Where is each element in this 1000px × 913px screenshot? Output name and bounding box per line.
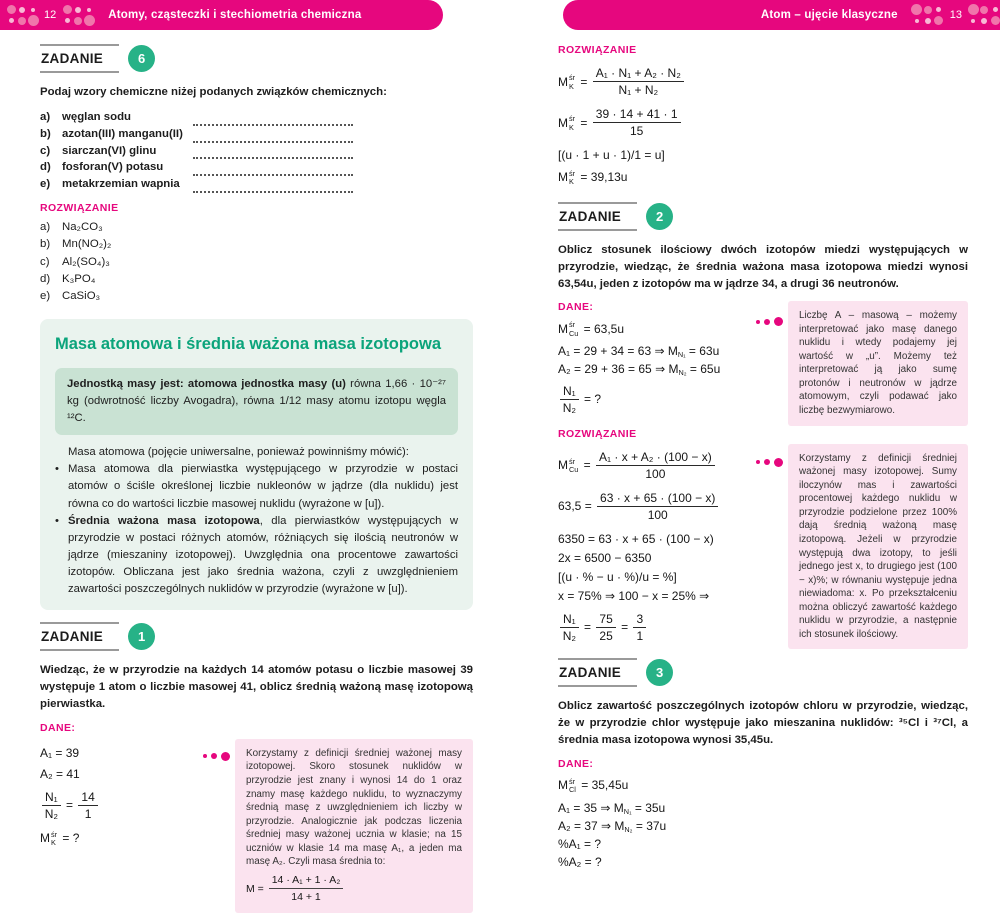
list-item: [40, 143, 473, 160]
formula: A₂ = 29 + 36 = 65 ⇒ M N₂ = 65u: [558, 361, 721, 378]
answer-blank-line: [193, 146, 353, 159]
list-item: [40, 271, 473, 288]
definition-lead: Jednostką masy jest: atomowa jednostka masy (u): [67, 377, 346, 390]
list-item: [40, 288, 473, 305]
item-letter: d): [40, 161, 51, 174]
formula: M śr Cl = 35,45u: [558, 776, 629, 795]
item-letter: a): [40, 220, 51, 233]
item-name: siarczan(VI) glinu: [62, 144, 157, 157]
solution1-lines: [558, 66, 968, 186]
given-values: [558, 301, 756, 423]
item-letter: d): [40, 272, 51, 285]
page-number-left: 12: [44, 9, 57, 21]
page-header-left: [0, 0, 443, 30]
formula: A₁ = 35 ⇒ M N₁ = 35u: [558, 800, 666, 817]
item-letter: b): [40, 127, 51, 140]
list-item: [40, 236, 473, 253]
task2-solution-row: [558, 426, 968, 652]
definition-box: [55, 368, 458, 435]
task3-header: [558, 658, 968, 687]
task-number-badge: 6: [128, 45, 155, 72]
task3-given: [558, 777, 968, 869]
list-item: [40, 176, 473, 193]
given-values: [40, 739, 203, 854]
task1-header: [40, 622, 473, 651]
chemical-formula: Na₂CO₃: [62, 220, 103, 233]
task2-given-row: [558, 301, 968, 426]
task6-header: [40, 44, 473, 73]
formula: A₁ = 39: [40, 745, 80, 760]
list-item: [40, 109, 473, 126]
formula: M = $\frac{\text{14 · A₁ + 1 · A₂}}{14 + 1}$: [246, 873, 462, 905]
task-number-badge: 1: [128, 623, 155, 650]
solution-label: ROZWIĄZANIE: [558, 44, 637, 56]
list-item: [40, 219, 473, 236]
task-label: ZADANIE: [558, 202, 637, 231]
hint-box: [788, 444, 968, 650]
theory-bullet: [55, 513, 458, 599]
task2-prompt: Oblicz stosunek ilościowy dwóch izotopów miedzi występujących w przyrodzie, wiedząc, że średnia ważona masa izotopowa miedzi wynosi 63,54u, jeden z izotopów ma w jądrze 34, a drugi 36 neutronów.: [558, 243, 968, 290]
task6-fill-list: [40, 109, 473, 193]
note-connector-dots: [756, 317, 783, 326]
item-name: fosforan(V) potasu: [62, 161, 164, 174]
formula: M śr K = $\frac{39 \cdot 14 + 41 \cdot 1}{15}$: [558, 107, 968, 138]
task-label: ZADANIE: [558, 658, 637, 687]
given-label: DANE:: [40, 721, 76, 734]
list-item: [40, 254, 473, 271]
hint-box: [235, 739, 473, 913]
given-label: DANE:: [558, 301, 594, 314]
hint-text: Liczbę A – masową – możemy interpretować jako masę danego nuklidu i wtedy podajemy jej wartość w „u”. Możemy też interpretować ją jako sumę protonów i neutronów w jądrze atomowym, czyli podawać jako liczbę bezwymiarowo.: [799, 310, 957, 417]
section-title: Masa atomowa i średnia ważona masa izotopowa: [55, 334, 442, 353]
solution-label: ROZWIĄZANIE: [558, 427, 637, 440]
formula: A₂ = 37 ⇒ M N₂ = 37u: [558, 818, 667, 835]
task-number-badge: 3: [646, 659, 673, 686]
formula: M śr K = $\frac{\text{A₁ · N₁ + A₂ · N₂}}{\text{N₁ + N₂}}$: [558, 66, 968, 97]
hint-text: Korzystamy z definicji średniej ważonej masy izotopowej. Sumy iloczynów mas i zawartości procentowej każdego nuklidu w przyrodzie podzielone przez 100% dają średnią ważoną masę izotopową. Jeżeli w przyrodzie występują dwa izotopy, to jeśli jednego jest x, to drugiego jest (100 − x)%; w równaniu występuje jedna niewiadoma: x. Po przekształceniu można obliczyć zawartość każdego nuklidu w przyrodzie, a następnie ich stosunek ilościowy.: [799, 452, 957, 640]
answer-blank-line: [193, 180, 353, 193]
given-label: DANE:: [558, 757, 594, 770]
item-letter: a): [40, 111, 51, 124]
task6-prompt: Podaj wzory chemiczne niżej podanych związków chemicznych:: [40, 86, 387, 98]
formula: M śr K = 39,13u: [558, 169, 628, 187]
left-page: [40, 44, 473, 913]
formula: 6350 = 63 · x + 65 · (100 − x): [558, 531, 714, 546]
formula: M śr Cu = 63,5u: [558, 320, 625, 338]
formula: [(u · % − u · %)/u = %]: [558, 569, 677, 584]
theory-intro: Masa atomowa (pojęcie uniwersalne, ponieważ powinniśmy mówić):: [68, 446, 409, 459]
bullet-text: [68, 513, 458, 599]
task2-header: [558, 202, 968, 231]
bullet-marker: •: [55, 463, 59, 476]
item-name: metakrzemian wapnia: [62, 178, 180, 191]
chemical-formula: Al₂(SO₄)₃: [62, 255, 110, 268]
formula: 63,5 = $\frac{63 \cdot x + 65 \cdot (100 - x)}{100}$: [558, 491, 756, 522]
answer-blank-line: [193, 130, 353, 143]
task-label: ZADANIE: [40, 622, 119, 651]
task6-answers: [40, 219, 473, 306]
note-connector-dots: [756, 458, 783, 467]
formula: A₂ = 41: [40, 766, 80, 781]
chapter-title-left: Atomy, cząsteczki i stechiometria chemiczna: [108, 9, 362, 21]
list-item: [40, 126, 473, 143]
item-letter: e): [40, 178, 51, 191]
formula: %A₁ = ?: [558, 836, 602, 851]
task3-prompt: Oblicz zawartość poszczególnych izotopów chloru w przyrodzie, wiedząc, że w przyrodzie chlor występuje jako mieszanina nuklidów: ³⁵Cl i ³⁷Cl, a średnia masa izotopowa wynosi 35,45u.: [558, 699, 968, 746]
item-letter: b): [40, 238, 51, 251]
hint-text: Korzystamy z definicji średniej ważonej masy izotopowej. Skoro stosunek nuklidów w przyrodzie jest znany i wynosi 14 do 1 oraz znamy masę każdego nuklidu, to wyznaczymy średnią masę z uwzględnieniem ich liczby w przyrodzie. Analogicznie jak podczas liczenia średniej masy ważonej ucznia w klasie; na 15 uczniów w klasie 14 ma masę A₁, a jeden ma masę A₂. Czyli masa średnia to:: [246, 747, 462, 868]
formula: $\frac{\text{N₁}}{\text{N₂}}$ = ?: [558, 384, 756, 415]
page-header-right: [563, 0, 1000, 30]
formula: A₁ = 29 + 34 = 63 ⇒ M N₁ = 63u: [558, 343, 720, 360]
solution-label: ROZWIĄZANIE: [40, 201, 119, 214]
item-letter: c): [40, 255, 50, 268]
answer-blank-line: [193, 163, 353, 176]
chemical-formula: CaSiO₃: [62, 290, 101, 303]
dots-pattern: [912, 5, 944, 26]
chemical-formula: Mn(NO₂)₂: [62, 238, 112, 251]
hint-box: [788, 301, 968, 426]
dots-pattern: [6, 5, 38, 26]
item-name: węglan sodu: [62, 111, 131, 124]
theory-panel: [40, 319, 473, 610]
note-connector-dots: [203, 752, 230, 761]
item-name: azotan(III) manganu(II): [62, 127, 183, 140]
formula: $\frac{\text{N₁}}{\text{N₂}}$ = $\frac{14}{1}$: [40, 790, 203, 821]
dots-pattern: [968, 5, 1000, 26]
formula: $\frac{\text{N₁}}{\text{N₂}}$ = $\frac{75}{25}$ = $\frac{3}{1}$: [558, 612, 756, 643]
right-page: [558, 44, 968, 873]
answer-blank-line: [193, 113, 353, 126]
bullet-lead: Średnia ważona masa izotopowa: [68, 514, 260, 527]
chapter-title-right: Atom – ujęcie klasyczne: [760, 9, 898, 21]
formula: %A₂ = ?: [558, 854, 602, 869]
page-number-right: 13: [949, 9, 962, 21]
bullet-text: Masa atomowa dla pierwiastka występującego w przyrodzie w postaci atomów o ściśle określonej liczbie nukleonów w jądrze (dla nuklidu) jest równa co do wartości liczbie masowej nuklidu (wyrażone w [u]).: [68, 463, 458, 510]
formula: M śr K = ?: [40, 829, 80, 848]
formula: 2x = 6500 − 6350: [558, 550, 652, 565]
formula: M śr Cu = $\frac{\text{A₁ · x + A₂ · (100 − x)}}{100}$: [558, 450, 756, 481]
item-letter: e): [40, 290, 51, 303]
formula: x = 75% ⇒ 100 − x = 25% ⇒: [558, 588, 710, 603]
item-letter: c): [40, 144, 51, 157]
solution-values: [558, 426, 756, 652]
dots-pattern: [62, 5, 94, 26]
theory-bullet: [55, 461, 458, 512]
bullet-rest: , dla pierwiastków występujących w przyrodzie w postaci różnych atomów, różniących się ilością neutronów w jądrze (mieszaniny izotopowej). Uwzględnia ona procentowe zawartości izotopów. Obliczana jest jako średnia ważona, czyli z uwzględnieniem zawartości poszczególnych nuklidów w przyrodzie (wyrażone w [u]).: [68, 514, 458, 596]
task-label: ZADANIE: [40, 44, 119, 73]
task-number-badge: 2: [646, 203, 673, 230]
list-item: [40, 159, 473, 176]
bullet-marker: •: [55, 514, 59, 527]
formula: [(u · 1 + u · 1)/1 = u]: [558, 148, 665, 162]
task1-given-row: [40, 739, 473, 913]
chemical-formula: K₃PO₄: [62, 272, 96, 285]
definition-rest: równa 1,66 · 10⁻²⁷ kg (odwrotność liczby Avogadra), równa 1/12 masy atomu izotopu węgla ¹²C.: [67, 377, 447, 424]
task1-prompt: Wiedząc, że w przyrodzie na każdych 14 atomów potasu o liczbie masowej 39 występuje 1 atom o liczbie masowej 41, oblicz średnią ważoną masę izotopową pierwiastka.: [40, 663, 473, 710]
